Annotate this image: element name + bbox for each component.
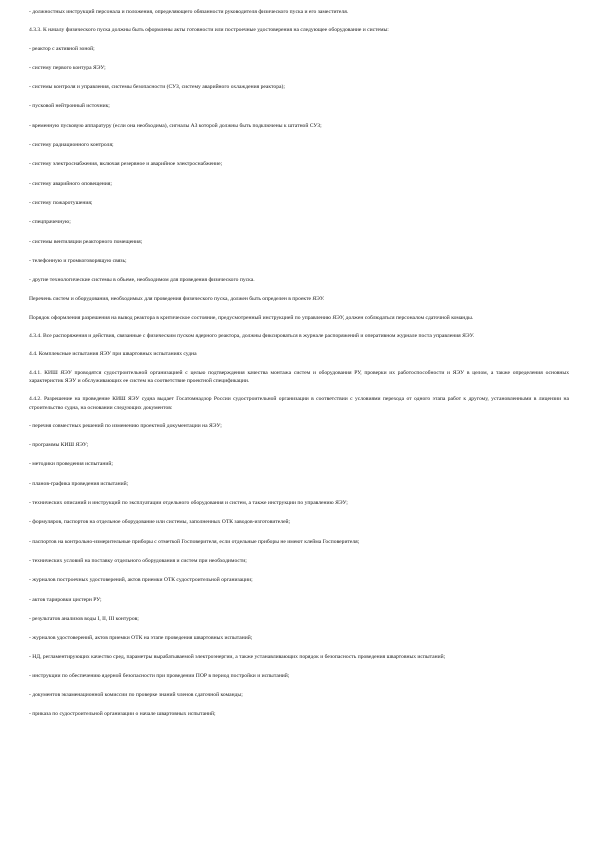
paragraph: - журналов удостоверений, актов приемки ОТК на этапе проведения швартовных испытаний; — [29, 635, 253, 642]
paragraph: 4.4.1. КИШ ЯЭУ проводятся судостроительной организацией с целью подтверждения качества монтажа систем и оборудования РУ, проверки их работоспособности и ЯЭУ в целом, а также определения основных характеристик ЯЭУ и обслуживающих ее систем на соответствие проектной спецификации. — [29, 369, 569, 384]
paragraph: - пусковой нейтронный источник; — [29, 103, 110, 110]
paragraph: - паспортов на контрольно-измерительные приборы с отметкой Госповерителя, если отдельные приборы не имеют клейма Госповерителя; — [29, 538, 360, 545]
paragraph: - системы вентиляции реакторного помещения; — [29, 238, 143, 245]
paragraph: - систему электроснабжения, включая резервное и аварийное электроснабжение; — [29, 161, 223, 168]
document-page — [29, 8, 569, 719]
paragraph: - систему радиационного контроля; — [29, 142, 114, 149]
paragraph: - технических описаний и инструкций по эксплуатации отдельного оборудования и систем, а также инструкции по управлению ЯЭУ; — [29, 500, 348, 507]
paragraph: - приказа по судостроительной организации о начале швартовных испытаний; — [29, 711, 216, 718]
paragraph: - перечня совместных решений по изменению проектной документации на ЯЭУ; — [29, 422, 222, 429]
paragraph: - актов тарировки цистерн РУ; — [29, 596, 102, 603]
paragraph: Порядок оформления разрешения на вывод реактора в критическое состояние, предусмотренный инструкцией по управлению ЯЭУ, должен соблюдаться персоналом сдаточной команды. — [29, 314, 474, 321]
paragraph: - временную пусковую аппаратуру (если она необходима), сигналы АЗ которой должны быть подключены к штатной СУЗ; — [29, 122, 322, 129]
paragraph: - систему первого контура ЯЭУ; — [29, 64, 106, 71]
paragraph: - систему аварийного оповещения; — [29, 180, 112, 187]
paragraph: - методики проведения испытаний; — [29, 461, 113, 468]
paragraph: - результатов анализов воды I, II, III контуров; — [29, 615, 139, 622]
paragraph: - должностных инструкций персонала и положения, определяющего обязанности руководителя физического пуска и его заместителя. — [29, 9, 349, 15]
paragraph: - реактор с активной зоной; — [29, 45, 95, 52]
paragraph: - инструкции по обеспечению ядерной безопасности при проведении ПОР в период постройки и испытаний; — [29, 672, 290, 679]
paragraph: - программы КИШ ЯЭУ; — [29, 442, 89, 449]
paragraph: - журналов построечных удостоверений, актов приемки ОТК судостроительной организации; — [29, 577, 253, 584]
paragraph: - спецпрачечную; — [29, 219, 71, 226]
paragraph: 4.4.2. Разрешение на проведение КИШ ЯЭУ судна выдает Госатомнадзор России судостроительной организации в соответствии с условиями перехода от одного этапа работ к другому, установленными в лицензии на строительство судна, на основании следующих документов: — [29, 396, 569, 411]
paragraph: 4.3.4. Все распоряжения и действия, связанные с физическим пуском ядерного реактора, должны фиксироваться в журнале распоряжений и оперативном журнале поста управления ЯЭУ. — [29, 333, 475, 340]
paragraph: - телефонную и громкоговорящую связь; — [29, 257, 127, 264]
paragraph: 4.3.3. К началу физического пуска должны быть оформлены акты готовности или построечные удостоверения на следующее оборудование и системы: — [29, 27, 389, 34]
paragraph: - документов экзаменационной комиссии по проверке знаний членов сдаточной команды; — [29, 691, 243, 698]
paragraph: - систему пожаротушения; — [29, 199, 93, 206]
paragraph: - системы контроля и управления, системы безопасности (СУЗ, систему аварийного охлаждения реактора); — [29, 84, 285, 91]
paragraph: 4.4. Комплексные испытания ЯЭУ при швартовных испытаниях судна — [29, 351, 197, 358]
paragraph: - НД, регламентирующих качество сред, параметры вырабатываемой электроэнергии, а также устанавливающих порядок и безопасность проведения швартовных испытаний; — [29, 654, 446, 661]
paragraph: - другие технологические системы в объеме, необходимом для проведения физического пуска. — [29, 277, 255, 284]
paragraph: - технических условий на поставку отдельного оборудования и систем при необходимости; — [29, 557, 247, 564]
paragraph: - формуляров, паспортов на отдельное оборудование или системы, заполненных ОТК заводов-изготовителей; — [29, 519, 291, 526]
paragraph: - планов-графика проведения испытаний; — [29, 480, 129, 487]
paragraph: Перечень систем и оборудования, необходимых для проведения физического пуска, должен быть определен в проекте ЯЭУ. — [29, 296, 325, 303]
